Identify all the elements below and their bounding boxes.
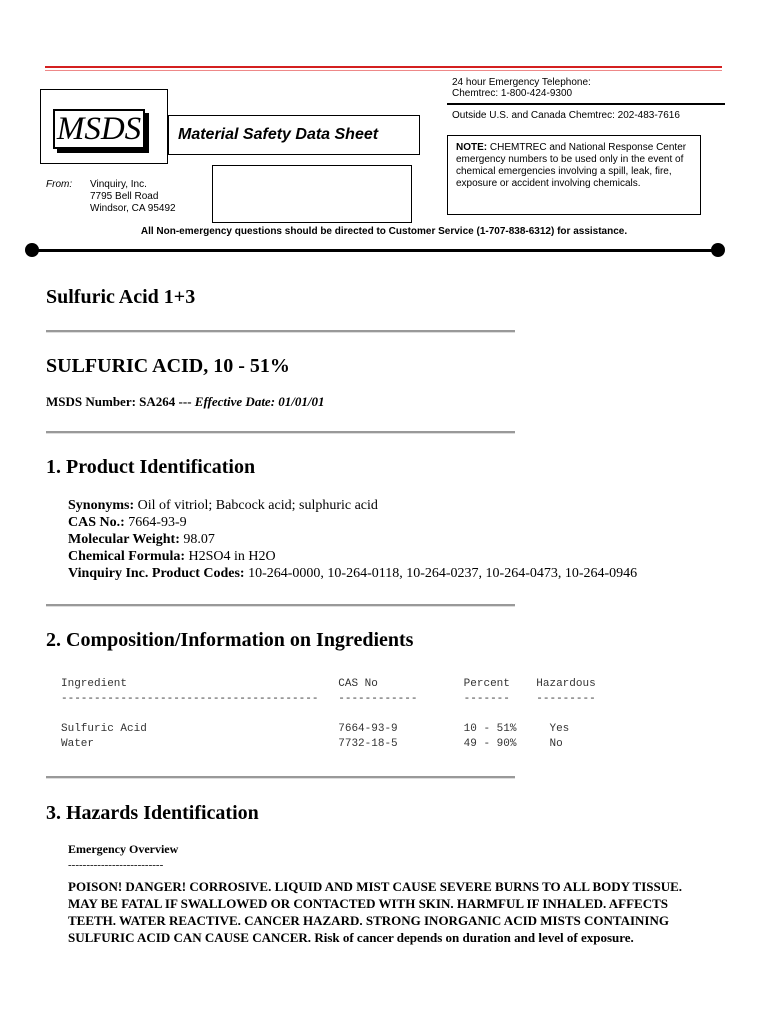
product-codes-label: Vinquiry Inc. Product Codes:: [68, 566, 245, 581]
emergency-phone: [452, 77, 591, 99]
from-label: From:: [46, 179, 73, 190]
emergency-rule: [447, 103, 725, 105]
mw-value: 98.07: [179, 532, 215, 547]
emergency-phone-number: Chemtrec: 1-800-424-9300: [452, 88, 573, 99]
formula-value: H2SO4 in H2O: [185, 549, 276, 564]
product-codes-row: [68, 565, 637, 582]
emergency-phone-label: 24 hour Emergency Telephone:: [452, 77, 591, 88]
mw-row: [68, 531, 637, 548]
msds-number: MSDS Number: SA264 ---: [46, 394, 195, 409]
hazard-warning-tail: Risk of cancer depends on duration and level of exposure.: [311, 930, 634, 945]
separator: [46, 330, 515, 333]
outside-us-phone: Outside U.S. and Canada Chemtrec: 202-483-7616: [452, 110, 680, 121]
section-2-title: 2. Composition/Information on Ingredients: [46, 629, 414, 651]
synonyms-row: [68, 497, 637, 514]
msds-logo: MSDS: [53, 109, 145, 149]
note-box: [447, 135, 701, 215]
product-codes-value: 10-264-0000, 10-264-0118, 10-264-0237, 10-264-0473, 10-264-0946: [244, 566, 638, 581]
company-name: Vinquiry, Inc.: [90, 179, 147, 190]
separator: [46, 604, 515, 607]
company-city: Windsor, CA 95492: [90, 203, 176, 214]
separator: [46, 431, 515, 434]
formula-label: Chemical Formula:: [68, 549, 186, 564]
overview-dashes: --------------------------: [68, 859, 164, 871]
product-identification: [68, 497, 637, 582]
synonyms-value: Oil of vitriol; Babcock acid; sulphuric acid: [134, 498, 378, 513]
divider-dot-right: [711, 243, 725, 257]
emergency-overview-label: Emergency Overview: [68, 842, 179, 856]
formula-row: [68, 548, 637, 565]
blank-box: [212, 165, 412, 223]
cas-row: [68, 514, 637, 531]
separator: [46, 776, 515, 779]
note-text: CHEMTREC and National Response Center emergency numbers to be used only in the event of chemical emergencies involving a spill, leak, fire, exposure or accident involving chemicals.: [456, 142, 687, 189]
hazard-warning-text: POISON! DANGER! CORROSIVE. LIQUID AND MIST CAUSE SEVERE BURNS TO ALL BODY TISSUE. MAY BE FATAL IF SWALLOWED OR CONTACTED WITH SKIN. HARMFUL IF INHALED. AFFECTS TEETH. WATER REACTIVE. CANCER HAZARD. STRONG INORGANIC ACID MISTS CONTAINING SULFURIC ACID CAN CAUSE CANCER.: [68, 879, 683, 945]
effective-date: Effective Date: 01/01/01: [194, 394, 325, 409]
sheet-title: Material Safety Data Sheet: [168, 115, 420, 155]
company-street: 7795 Bell Road: [90, 191, 159, 202]
document-name: Sulfuric Acid 1+3: [46, 286, 196, 308]
ingredients-table: Ingredient CAS No Percent Hazardous --------------------------------------- ------------ ------- --------- Sulfuric Acid 7664-93-9 10 - 51% Yes Water 7732-18-5 49 - 90% No: [61, 678, 596, 750]
non-emergency-notice: All Non-emergency questions should be directed to Customer Service (1-707-838-6312) for assistance.: [140, 226, 628, 237]
note-label: NOTE:: [456, 142, 488, 153]
mw-label: Molecular Weight:: [68, 532, 180, 547]
cas-label: CAS No.:: [68, 515, 125, 530]
company-address: [90, 179, 176, 215]
section-1-title: 1. Product Identification: [46, 456, 256, 478]
divider-dot-left: [25, 243, 39, 257]
synonyms-label: Synonyms:: [68, 498, 135, 513]
product-title: SULFURIC ACID, 10 - 51%: [46, 355, 290, 377]
hazard-warning: [68, 878, 708, 946]
header-red-rule: [45, 66, 722, 68]
header-divider: [32, 249, 718, 252]
section-3-title: 3. Hazards Identification: [46, 802, 259, 824]
cas-value: 7664-93-9: [124, 515, 187, 530]
msds-number-line: [46, 394, 325, 410]
header-red-rule-thin: [45, 70, 722, 71]
